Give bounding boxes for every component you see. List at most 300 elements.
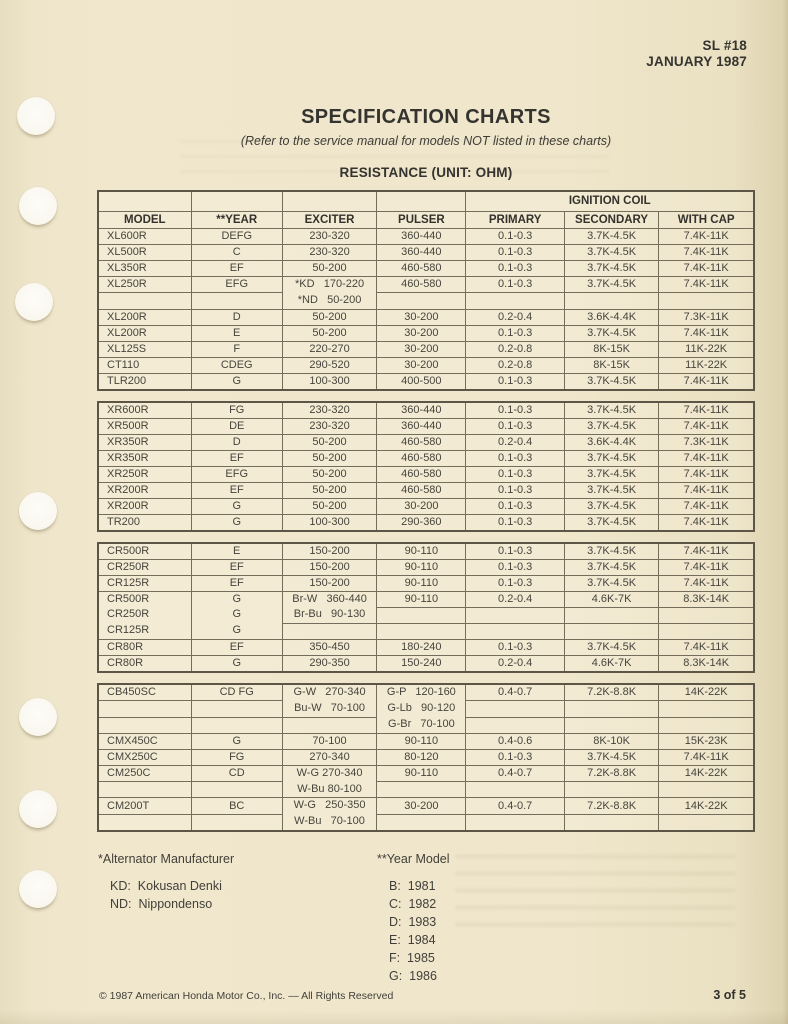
table-cell: 30-200 [377,498,466,514]
table-cell [564,624,658,640]
table-cell: 7.3K-11K [659,309,754,325]
table-cell: DEFG [191,229,282,245]
table-cell [659,701,754,717]
table-cell: 7.4K-11K [659,450,754,466]
table-cell: CT110 [98,357,191,373]
table-cell [282,765,376,798]
table-cell: G [191,498,282,514]
column-header: PULSER [377,212,466,229]
punch-hole [15,283,53,321]
table-cell: 0.1-0.3 [466,450,564,466]
table-row [98,309,754,325]
cell-line: W-G 270-340 [296,766,363,779]
table-cell: G [191,373,282,390]
table-cell: XL500R [98,245,191,261]
table-cell: 220-270 [282,341,376,357]
table-cell: 150-240 [377,656,466,673]
table-cell: EF [191,482,282,498]
cell-line: CR250R [107,608,150,621]
group-header-empty-cell [191,191,282,212]
table-cell: 80-120 [377,749,466,765]
table-cell: EF [191,450,282,466]
table-row [98,245,754,261]
table-cell: 90-110 [377,591,466,607]
table-cell: 230-320 [282,402,376,419]
table-cell: 0.2-0.4 [466,656,564,673]
table-row [98,543,754,560]
table-cell: 7.4K-11K [659,514,754,531]
table-cell: 3.7K-4.5K [564,482,658,498]
table-cell: 14K-22K [659,765,754,781]
table-cell: 230-320 [282,245,376,261]
table-cell: 0.1-0.3 [466,277,564,293]
table-row [98,466,754,482]
table-cell: 4.6K-7K [564,656,658,673]
copyright-text: © 1987 American Honda Motor Co., Inc. — All Rights Reserved [99,990,394,1002]
table-row [98,498,754,514]
table-cell: 3.7K-4.5K [564,277,658,293]
table-cell: 3.7K-4.5K [564,418,658,434]
table-cell: 230-320 [282,229,376,245]
table-cell: D [191,309,282,325]
table-cell: 7.4K-11K [659,277,754,293]
table-cell [98,293,191,309]
table-cell: F [191,341,282,357]
table-cell: 7.3K-11K [659,434,754,450]
table-cell: D [191,434,282,450]
table-cell: 290-360 [377,514,466,531]
punch-hole [19,492,57,530]
table-block-2 [97,401,755,532]
table-row [98,782,754,798]
table-cell: FG [191,402,282,419]
table-cell: 0.2-0.8 [466,341,564,357]
cell-line: W-G 250-350 [293,799,366,812]
table-cell: 0.1-0.3 [466,402,564,419]
table-cell: 90-110 [377,733,466,749]
table-cell [191,701,282,717]
table-cell: 7.4K-11K [659,749,754,765]
table-cell [466,607,564,623]
note-item: G: 1986 [389,969,437,983]
table-cell: 30-200 [377,309,466,325]
table-cell: XR250R [98,466,191,482]
table-cell: EF [191,575,282,591]
cell-line: CR500R [107,592,150,605]
table-cell [191,782,282,798]
table-cell: FG [191,749,282,765]
table-cell: 180-240 [377,640,466,656]
table-cell: 7.4K-11K [659,498,754,514]
table-cell: 150-200 [282,575,376,591]
table-cell: 30-200 [377,325,466,341]
table-cell [564,717,658,733]
table-cell: 50-200 [282,450,376,466]
table-cell: CDEG [191,357,282,373]
page-number: 3 of 5 [713,988,746,1002]
page-footer [99,988,746,1002]
cell-line: W-Bu 80-100 [297,782,362,795]
table-cell [282,624,376,640]
cell-line: G [232,624,241,637]
cell-line: G-Lb 90-120 [387,702,456,715]
table-row [98,482,754,498]
table-cell: CR250R [98,559,191,575]
table-cell [191,814,282,831]
table-cell [282,798,376,831]
year-model-note [377,852,450,985]
table-cell: 360-440 [377,418,466,434]
table-cell: 150-200 [282,559,376,575]
table-cell: 50-200 [282,434,376,450]
table-cell [466,701,564,717]
table-cell: 11K-22K [659,341,754,357]
table-cell: XL350R [98,261,191,277]
table-cell: 7.4K-11K [659,543,754,560]
table-row [98,293,754,309]
table-cell: 460-580 [377,450,466,466]
note-item: KD: Kokusan Denki [110,879,222,893]
table-title: RESISTANCE (UNIT: OHM) [339,165,513,180]
table-cell: 0.1-0.3 [466,559,564,575]
table-cell: EFG [191,277,282,293]
table-cell: 0.1-0.3 [466,245,564,261]
table-cell: 400-500 [377,373,466,390]
table-cell: XL200R [98,309,191,325]
table-row [98,434,754,450]
table-cell: 0.4-0.6 [466,733,564,749]
table-cell [377,624,466,640]
table-cell [659,293,754,309]
table-cell: 0.1-0.3 [466,325,564,341]
table-cell: 7.4K-11K [659,559,754,575]
table-cell: 3.6K-4.4K [564,309,658,325]
table-cell: 3.7K-4.5K [564,261,658,277]
table-row [98,559,754,575]
note-item: B: 1981 [389,879,436,893]
table-cell [98,782,191,798]
table-cell: 90-110 [377,559,466,575]
table-cell: XR200R [98,482,191,498]
table-cell: EFG [191,466,282,482]
cell-line: G-W 270-340 [293,686,366,699]
table-cell: 270-340 [282,749,376,765]
cell-line: CR125R [107,624,150,637]
table-cell: 460-580 [377,466,466,482]
table-row [98,733,754,749]
table-cell: TLR200 [98,373,191,390]
punch-hole [19,698,57,736]
table-cell: 50-200 [282,466,376,482]
table-cell: 0.2-0.8 [466,357,564,373]
page-title: SPECIFICATION CHARTS [301,106,551,128]
table-cell: 3.7K-4.5K [564,559,658,575]
table-row [98,684,754,701]
table-cell: 7.4K-11K [659,373,754,390]
table-cell: CR80R [98,640,191,656]
table-cell: XL250R [98,277,191,293]
table-cell: 0.1-0.3 [466,418,564,434]
column-header: **YEAR [191,212,282,229]
table-cell: EF [191,559,282,575]
table-row [98,749,754,765]
table-cell: 360-440 [377,402,466,419]
table-row [98,418,754,434]
cell-line: G-P 120-160 [386,686,456,699]
table-cell: 3.7K-4.5K [564,498,658,514]
table-cell [377,607,466,623]
table-cell [659,624,754,640]
table-cell: 3.6K-4.4K [564,434,658,450]
group-header-row [98,191,754,212]
punch-hole [19,187,57,225]
table-row [98,402,754,419]
table-cell: 8.3K-14K [659,656,754,673]
table-cell: 0.1-0.3 [466,498,564,514]
table-cell: 0.4-0.7 [466,765,564,781]
table-row [98,341,754,357]
table-cell: 460-580 [377,261,466,277]
table-cell [659,814,754,831]
cell-line: Br-Bu 90-130 [293,608,366,621]
table-cell: G [191,514,282,531]
table-cell: 230-320 [282,418,376,434]
table-cell: 3.7K-4.5K [564,514,658,531]
table-cell: 50-200 [282,325,376,341]
table-row [98,640,754,656]
table-cell [466,624,564,640]
table-cell: 0.4-0.7 [466,684,564,701]
table-cell: CM200T [98,798,191,814]
table-cell: 30-200 [377,798,466,814]
table-cell: 0.1-0.3 [466,514,564,531]
table-cell: 0.2-0.4 [466,434,564,450]
table-cell: XR350R [98,434,191,450]
table-cell: 7.4K-11K [659,482,754,498]
table-block-1 [97,190,755,391]
cell-line: *ND 50-200 [297,293,362,306]
table-cell: CM250C [98,765,191,781]
table-cell: 8K-15K [564,357,658,373]
table-cell [466,782,564,798]
table-cell: 50-200 [282,309,376,325]
table-cell: 3.7K-4.5K [564,229,658,245]
table-cell [98,701,191,717]
table-cell [191,717,282,733]
alternator-note-title: *Alternator Manufacturer [98,852,235,866]
table-cell [466,293,564,309]
table-cell: G [191,656,282,673]
table-cell: G [191,733,282,749]
table-cell: EF [191,640,282,656]
table-cell [659,717,754,733]
table-cell: CR500R [98,543,191,560]
table-cell: 460-580 [377,482,466,498]
table-cell: 50-200 [282,261,376,277]
table-cell: XR500R [98,418,191,434]
table-cell: CR125R [98,575,191,591]
table-row [98,325,754,341]
table-row [98,373,754,390]
table-cell: 0.1-0.3 [466,466,564,482]
table-cell [282,717,376,733]
table-cell [191,293,282,309]
table-row [98,450,754,466]
table-cell [564,701,658,717]
table-cell [466,814,564,831]
cell-line: G [232,592,241,605]
table-cell: 14K-22K [659,798,754,814]
table-cell: DE [191,418,282,434]
table-row [98,277,754,293]
issue-date: JANUARY 1987 [646,54,747,69]
table-cell [564,607,658,623]
table-cell: 3.7K-4.5K [564,640,658,656]
table-cell: 0.2-0.4 [466,309,564,325]
column-header-row [98,212,754,229]
table-cell: CD FG [191,684,282,701]
table-cell: XL125S [98,341,191,357]
table-cell: 8.3K-14K [659,591,754,607]
group-header-empty-cell [282,191,376,212]
table-cell: 7.4K-11K [659,261,754,277]
group-header-ignition-coil: IGNITION COIL [466,191,754,212]
table-cell: 3.7K-4.5K [564,373,658,390]
group-header-empty-cell [98,191,191,212]
table-cell [98,814,191,831]
note-item: ND: Nippondenso [110,897,213,911]
cell-line: Br-W 360-440 [292,592,367,605]
note-item: E: 1984 [389,933,436,947]
table-cell: 290-350 [282,656,376,673]
table-cell: 8K-10K [564,733,658,749]
table-cell: 11K-22K [659,357,754,373]
cell-line: W-Bu 70-100 [294,815,365,828]
column-header: EXCITER [282,212,376,229]
table-cell: 0.1-0.3 [466,543,564,560]
alternator-note [98,852,234,913]
table-cell: 3.7K-4.5K [564,543,658,560]
table-cell: 7.4K-11K [659,245,754,261]
cell-line: Bu-W 70-100 [294,701,365,714]
table-cell: 0.1-0.3 [466,575,564,591]
title-block [97,106,755,180]
cell-line: G-Br 70-100 [388,717,455,730]
table-cell [564,293,658,309]
table-cell: 7.4K-11K [659,640,754,656]
column-header: MODEL [98,212,191,229]
table-cell: 7.4K-11K [659,418,754,434]
table-row [98,261,754,277]
table-row [98,814,754,831]
table-cell: XL600R [98,229,191,245]
table-cell [282,684,376,717]
table-cell [191,591,282,640]
table-cell: C [191,245,282,261]
table-cell: 3.7K-4.5K [564,749,658,765]
table-row [98,765,754,781]
table-cell: 150-200 [282,543,376,560]
table-cell: 90-110 [377,543,466,560]
table-cell: 90-110 [377,765,466,781]
column-header: PRIMARY [466,212,564,229]
table-cell: 350-450 [282,640,376,656]
table-cell [659,782,754,798]
table-cell: BC [191,798,282,814]
note-item: C: 1982 [389,897,437,911]
table-cell: 0.1-0.3 [466,482,564,498]
table-cell: CMX250C [98,749,191,765]
table-row [98,229,754,245]
table-cell: 7.4K-11K [659,229,754,245]
punch-hole [19,870,57,908]
table-cell: 3.7K-4.5K [564,245,658,261]
table-cell: 3.7K-4.5K [564,575,658,591]
table-cell: XR600R [98,402,191,419]
table-cell: 460-580 [377,277,466,293]
table-cell [466,717,564,733]
page-subtitle: (Refer to the service manual for models NOT listed in these charts) [240,134,612,148]
table-cell: 0.4-0.7 [466,798,564,814]
table-cell [377,814,466,831]
alternator-note-items [110,877,234,913]
year-model-note-items [389,877,450,985]
table-cell: 360-440 [377,245,466,261]
table-cell: 70-100 [282,733,376,749]
table-cell: 8K-15K [564,341,658,357]
table-cell: 0.2-0.4 [466,591,564,607]
table-row [98,798,754,814]
table-cell: 460-580 [377,434,466,450]
spec-table [97,190,755,842]
table-cell: CB450SC [98,684,191,701]
table-block-3 [97,542,755,674]
bleed-through-smudge [455,855,735,935]
year-model-note-title: **Year Model [377,852,450,866]
table-cell [564,782,658,798]
cell-line: *KD 170-220 [294,278,365,290]
table-cell: CMX450C [98,733,191,749]
table-cell: 0.1-0.3 [466,261,564,277]
punch-hole [19,790,57,828]
table-cell: 15K-23K [659,733,754,749]
table-cell: 30-200 [377,357,466,373]
table-row [98,575,754,591]
table-cell: 7.2K-8.8K [564,798,658,814]
table-cell: 7.2K-8.8K [564,684,658,701]
table-cell: TR200 [98,514,191,531]
table-cell: 100-300 [282,514,376,531]
table-cell: E [191,543,282,560]
table-cell: 30-200 [377,341,466,357]
table-cell: XL200R [98,325,191,341]
table-cell: CR80R [98,656,191,673]
table-cell [98,717,191,733]
table-cell: E [191,325,282,341]
table-cell: 7.4K-11K [659,575,754,591]
table-cell [282,277,376,310]
table-cell [377,684,466,733]
table-cell: EF [191,261,282,277]
table-cell [377,782,466,798]
cell-line: G [232,608,241,621]
table-cell: 7.4K-11K [659,466,754,482]
table-cell: 3.7K-4.5K [564,402,658,419]
table-cell: 0.1-0.3 [466,749,564,765]
table-cell [98,591,191,640]
table-cell: 14K-22K [659,684,754,701]
table-row [98,514,754,531]
